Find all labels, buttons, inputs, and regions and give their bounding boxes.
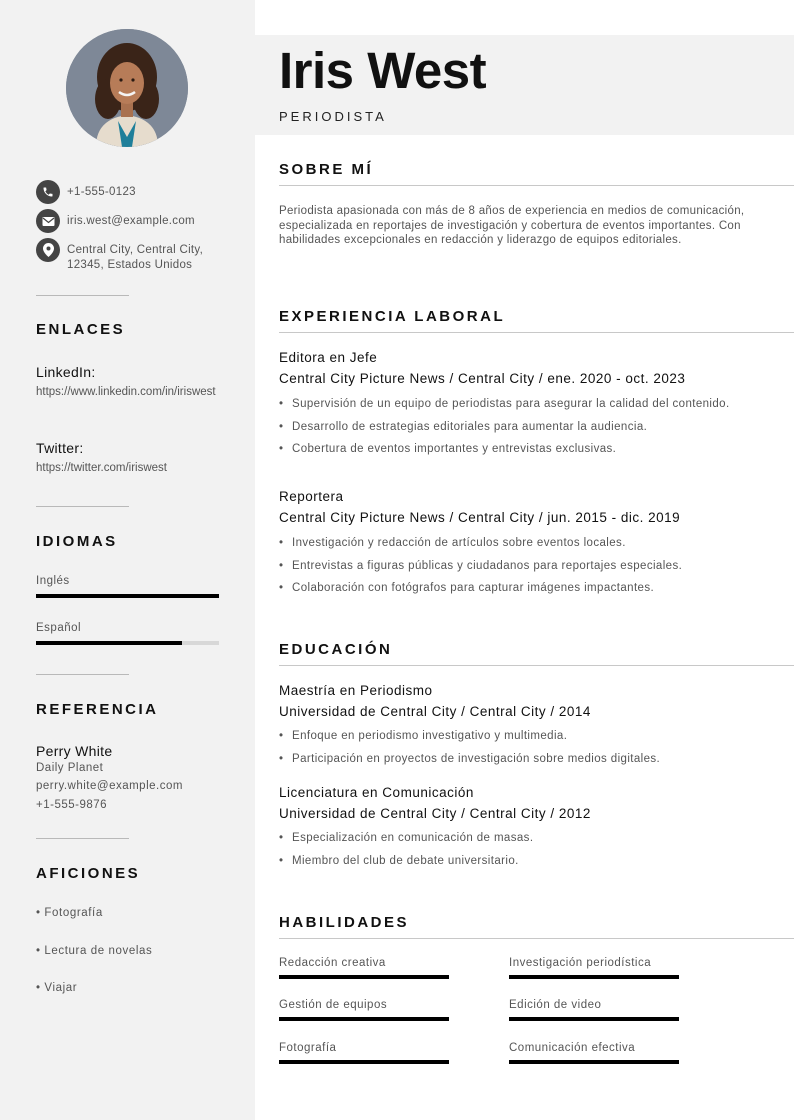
language-bar-english (36, 594, 219, 598)
twitter-url[interactable]: https://twitter.com/iriswest (36, 462, 168, 474)
reference-heading: REFERENCIA (36, 701, 159, 718)
main-content (255, 0, 794, 1120)
phone-icon (36, 180, 60, 204)
skill-level-fill (509, 1017, 679, 1021)
twitter-label: Twitter: (36, 440, 84, 456)
experience-heading: EXPERIENCIA LABORAL (279, 308, 506, 325)
address-line-1: Central City, Central City, (67, 244, 204, 256)
section-rule (279, 938, 794, 939)
reference-company: Daily Planet (36, 762, 104, 774)
reference-email[interactable]: perry.white@example.com (36, 780, 183, 792)
language-name-english: Inglés (36, 575, 70, 587)
job-bullet: • Desarrollo de estrategias editoriales para aumentar la audiencia. (279, 420, 749, 435)
links-heading: ENLACES (36, 321, 126, 338)
linkedin-label: LinkedIn: (36, 364, 96, 380)
skill-name: Investigación periodística (509, 957, 652, 969)
degree-title: Maestría en Periodismo (279, 683, 433, 698)
job-company-dates: Central City Picture News / Central City / jun. 2015 - dic. 2019 (279, 510, 681, 525)
job-bullet: • Entrevistas a figuras públicas y ciudadanos para reportajes especiales. (279, 559, 749, 574)
degree-school-year: Universidad de Central City / Central City / 2014 (279, 704, 591, 719)
sidebar (0, 0, 255, 1120)
education-heading: EDUCACIÓN (279, 641, 393, 658)
skill-level-fill (509, 975, 679, 979)
hobby-item: • Viajar (36, 982, 78, 994)
skill-bar (279, 975, 449, 979)
degree-bullet: • Especialización en comunicación de masas. (279, 831, 749, 846)
skill-bar (509, 1017, 679, 1021)
skill-name: Edición de video (509, 999, 602, 1011)
section-rule (279, 332, 794, 333)
envelope-icon (36, 209, 60, 233)
job-bullet-list (279, 536, 749, 604)
degree-bullet-list (279, 831, 749, 876)
reference-name: Perry White (36, 743, 113, 759)
language-level-fill (36, 594, 219, 598)
job-bullet: • Cobertura de eventos importantes y entrevistas exclusivas. (279, 442, 749, 457)
contact-address (36, 238, 203, 272)
language-level-fill (36, 641, 182, 645)
degree-bullet: • Enfoque en periodismo investigativo y multimedia. (279, 729, 749, 744)
portrait-illustration (66, 29, 188, 147)
sidebar-divider (36, 295, 129, 296)
skill-bar (509, 1060, 679, 1064)
section-rule (279, 665, 794, 666)
skills-heading: HABILIDADES (279, 914, 410, 931)
skill-name: Comunicación efectiva (509, 1042, 636, 1054)
contact-email (36, 209, 195, 233)
address-text (67, 238, 203, 272)
degree-school-year: Universidad de Central City / Central City / 2012 (279, 806, 591, 821)
skill-bar (509, 975, 679, 979)
hobby-item: • Lectura de novelas (36, 945, 153, 957)
language-bar-spanish (36, 641, 219, 645)
skill-name: Gestión de equipos (279, 999, 388, 1011)
degree-bullet-list (279, 729, 749, 774)
degree-bullet: • Miembro del club de debate universitario. (279, 854, 749, 869)
skill-level-fill (279, 1060, 449, 1064)
skill-name: Redacción creativa (279, 957, 386, 969)
contact-phone (36, 180, 136, 204)
skill-level-fill (279, 1017, 449, 1021)
location-pin-icon (36, 238, 60, 262)
profile-photo (66, 29, 188, 147)
phone-text: +1-555-0123 (67, 186, 136, 198)
skill-name: Fotografía (279, 1042, 337, 1054)
about-heading: SOBRE MÍ (279, 161, 374, 178)
person-role: PERIODISTA (279, 109, 387, 124)
degree-bullet: • Participación en proyectos de investigación sobre medios digitales. (279, 752, 749, 767)
job-bullet: • Supervisión de un equipo de periodistas para asegurar la calidad del contenido. (279, 397, 749, 412)
degree-title: Licenciatura en Comunicación (279, 785, 474, 800)
job-company-dates: Central City Picture News / Central City / ene. 2020 - oct. 2023 (279, 371, 686, 386)
skill-level-fill (509, 1060, 679, 1064)
languages-heading: IDIOMAS (36, 533, 118, 550)
skill-bar (279, 1060, 449, 1064)
person-name: Iris West (279, 42, 487, 99)
section-rule (279, 185, 794, 186)
job-title: Editora en Jefe (279, 350, 378, 365)
sidebar-divider (36, 838, 129, 839)
sidebar-divider (36, 506, 129, 507)
address-line-2: 12345, Estados Unidos (67, 258, 193, 271)
job-bullet: • Colaboración con fotógrafos para capturar imágenes impactantes. (279, 581, 749, 596)
job-title: Reportera (279, 489, 344, 504)
about-text: Periodista apasionada con más de 8 años de experiencia en medios de comunicación, especializada en reportajes de investigación y cobertura de eventos importantes. Con habilidades excepcionales en redacción y liderazgo de equipos editoriales. (279, 205, 745, 246)
job-bullet: • Investigación y redacción de artículos sobre eventos locales. (279, 536, 749, 551)
language-name-spanish: Español (36, 622, 82, 634)
skill-level-fill (279, 975, 449, 979)
reference-phone: +1-555-9876 (36, 799, 108, 811)
job-bullet-list (279, 397, 749, 465)
hobbies-heading: AFICIONES (36, 865, 141, 882)
skill-bar (279, 1017, 449, 1021)
email-text[interactable]: iris.west@example.com (67, 215, 195, 227)
hobby-item: • Fotografía (36, 907, 103, 919)
linkedin-url[interactable]: https://www.linkedin.com/in/iriswest (36, 386, 216, 398)
sidebar-divider (36, 674, 129, 675)
